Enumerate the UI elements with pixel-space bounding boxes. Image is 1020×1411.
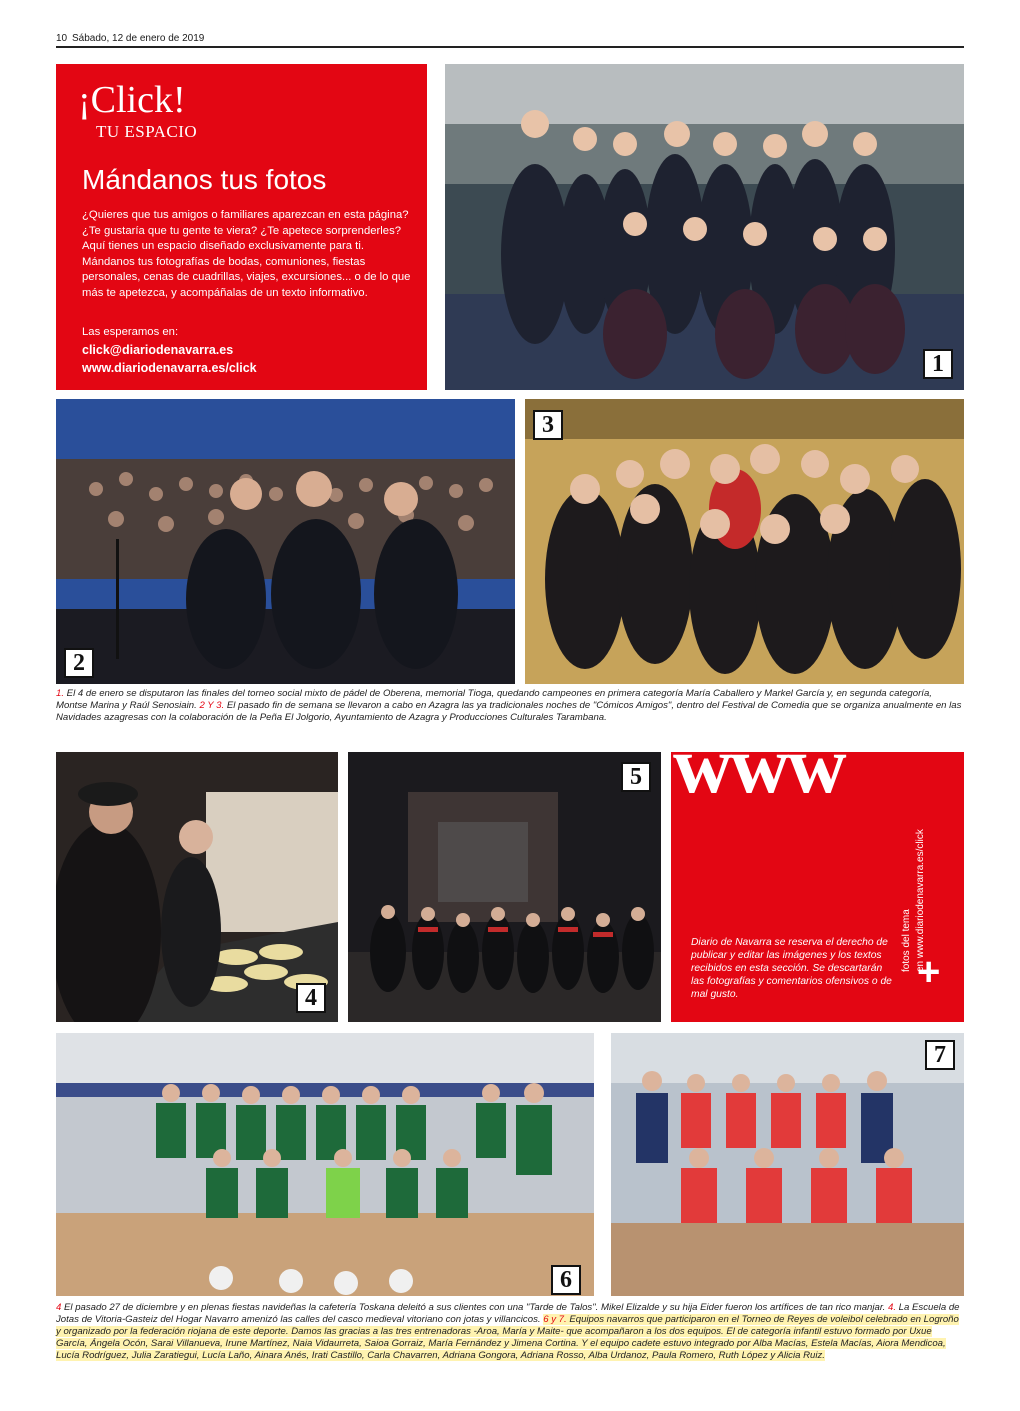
caption-text-6-7: Equipos navarros que participaron en el Torneo de Reyes de voleibol celebrado en Logroño y organizado por la federación riojana de este deporte. Damos las gracias a las tres entrenadoras -Aroa, María y Maite- que acompañaron a los dos equipos. El de categoría infantil estuvo formado por Uxue García, Ángela Ocón, Sarai Villanueva, Irune Martínez, Naia Vidaurreta, Saioa Gorraiz, María Fernández y Jimena Cortina. Y el equipo cadete estuvo integrado por Alba Macías, Estela Macías, Aiora Mendicoa, Lucía Rodríguez, Julia Zaratiegui, Lucía Laño, Ainara Anés, Irati Castillo, Carla Chavarren, Adriana Gongora, Adriana Rosso, Alba Urdanoz, Paula Romero, Ruth López y Alicia Ruiz. [56, 1314, 959, 1361]
click-title: ¡Click! [78, 79, 186, 121]
caption-ref-5: 4. [888, 1302, 897, 1313]
click-email-link[interactable]: click@diariodenavarra.es [82, 343, 234, 357]
plus-icon: + [917, 950, 941, 994]
photo-number-badge: 1 [923, 349, 953, 379]
caption-text-1: El 4 de enero se disputaron las finales del torneo social mixto de pádel de Oberena, memorial Tioga, quedando campeones en primera categoría María Caballero y Markel García y, en segunda categoría, Montse Marina y Raúl Senosiain. [56, 688, 932, 711]
photo-number-badge: 4 [296, 983, 326, 1013]
photo-number-badge: 5 [621, 762, 651, 792]
click-subtitle: TU ESPACIO [96, 122, 198, 141]
photo-escuela-jotas [348, 752, 661, 1022]
photo-padel-group [445, 64, 964, 390]
caption-ref-1: 1. [56, 688, 65, 699]
click-invite-text: Las esperamos en: [82, 326, 179, 338]
www-vertical-text-2[interactable]: en www.diariodenavarra.es/click [915, 829, 926, 972]
www-info-box [671, 752, 964, 1022]
click-heading: Mándanos tus fotos [82, 164, 327, 195]
page-date: Sábado, 12 de enero de 2019 [72, 33, 205, 44]
caption-ref-6-7: 6 y 7. [543, 1314, 567, 1325]
photo-volleyball-cadete [611, 1033, 964, 1296]
www-wordmark: www [673, 752, 845, 810]
caption-photos-1-3 [56, 688, 964, 724]
click-promo-box [56, 64, 427, 390]
photo-comicos-amigos-group [525, 399, 964, 684]
photo-number-badge: 6 [551, 1265, 581, 1295]
photo-tarde-de-talos [56, 752, 338, 1022]
caption-ref-2-3: 2 Y 3. [199, 700, 225, 711]
photo-number-badge: 2 [64, 648, 94, 678]
caption-text-2-3: El pasado fin de semana se llevaron a cabo en Azagra las ya tradicionales noches de "Cómicos Amigos", dentro del Festival de Comedia que se organiza anualmente en las Navidades azagresas con la colaboración de la Peña El Jolgorio, Ayuntamiento de Azagra y Producciones Culturales Tarambana. [56, 700, 962, 723]
caption-text-4: El pasado 27 de diciembre y en plenas fiestas navideñas la cafetería Toskana deleitó a sus clientes con una "Tarde de Talos". Mikel Elizalde y su hija Eider fueron los artífices de tan rico manjar. [61, 1302, 888, 1313]
click-web-link[interactable]: www.diariodenavarra.es/click [82, 361, 257, 375]
photo-number-badge: 3 [533, 410, 563, 440]
header-rule [56, 46, 964, 48]
page-number: 10 [56, 33, 68, 44]
click-body-text: ¿Quieres que tus amigos o familiares aparezcan en esta página? ¿Te gustaría que tu gente te viera? ¿Te apetece sorprenderles? Aquí tienes un espacio diseñado exclusivamente para ti. Mándanos tus fotografías de bodas, comuniones, fiestas personales, cenas de cuadrillas, viajes, excursiones... o de lo que más te apetezca, y acompáñalas de un texto informativo. [82, 209, 411, 299]
caption-ref-4: 4 [56, 1302, 62, 1313]
photo-comedy-stage [56, 399, 515, 684]
www-disclaimer: Diario de Navarra se reserva el derecho de publicar y editar las imágenes y los textos recibidos en esta sección. Se descartarán las fotografías y comentarios ofensivos o de mal gusto. [691, 937, 892, 1000]
caption-photos-4-7 [56, 1302, 964, 1362]
photo-volleyball-infantil [56, 1033, 594, 1296]
caption-text-5: La Escuela de Jotas de Vitoria-Gasteiz del Hogar Navarro amenizó las calles del casco medieval vitoriano con jotas y villancicos. [56, 1302, 960, 1325]
photo-number-badge: 7 [925, 1040, 955, 1070]
www-vertical-text-1: fotos del tema [901, 909, 912, 972]
